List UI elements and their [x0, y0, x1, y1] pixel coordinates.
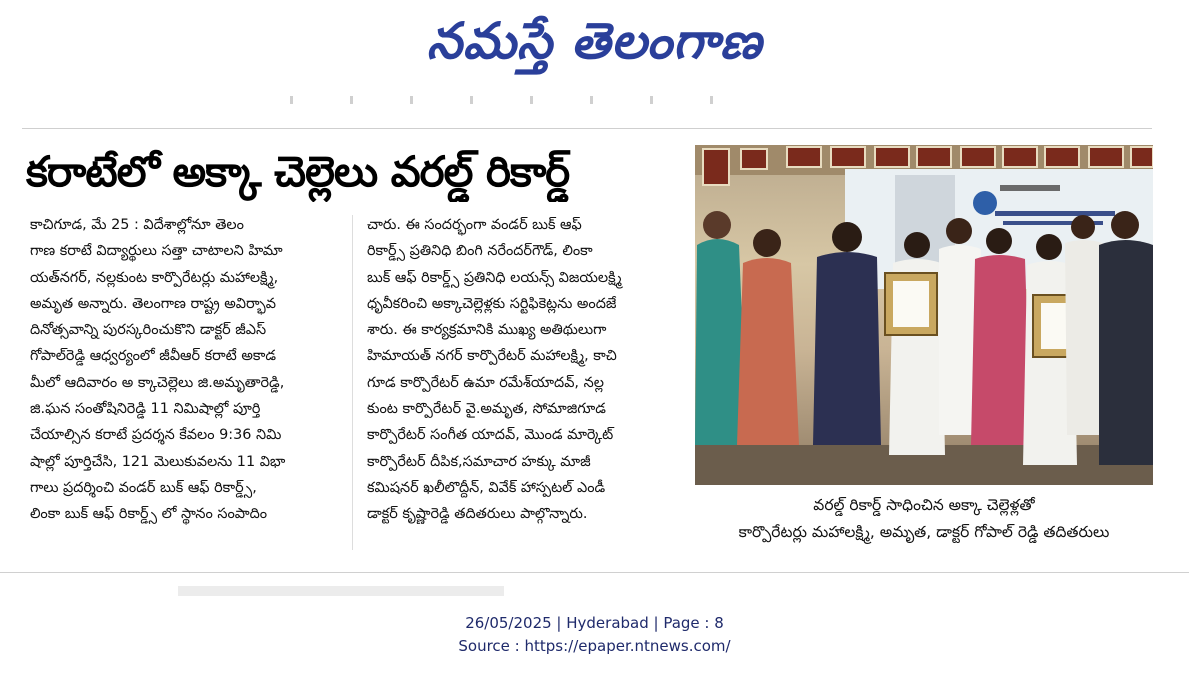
edition-info: 26/05/2025 | Hyderabad | Page : 8 [465, 614, 724, 632]
caption-line-2: కార్పొరేటర్లు మహాలక్ష్మి, అమృత, డాక్టర్ గోపాల్ రెడ్డి తదితరులు [738, 523, 1110, 541]
article-line: దినోత్సవాన్ని పురస్కరించుకొని డాక్టర్ జీఎస్ [30, 322, 267, 339]
article-line: శారు. ఈ కార్యక్రమానికి ముఖ్య అతిథులుగా [367, 322, 607, 339]
article-line: లింకా బుక్ ఆఫ్ రికార్డ్స్ లో స్థానం సంపాదిం [30, 506, 268, 523]
article-line: కార్పొరేటర్ దీపిక,సమాచార హక్కు మాజీ [367, 453, 591, 470]
article-line: గూడ కార్పొరేటర్ ఉమా రమేశ్‌యాదవ్, నల్ల [367, 374, 604, 391]
article-line: ధృవీకరించి అక్కాచెల్లెళ్లకు సర్టిఫికెట్లను అందజే [367, 295, 617, 312]
article-line: గాణ కరాటే విద్యార్థులు సత్తా చాటాలని హిమా [30, 243, 283, 260]
article-headline: కరాటేలో అక్కా చెల్లెలు వరల్డ్ రికార్డ్ [26, 147, 570, 196]
column-divider [352, 215, 353, 550]
article-line: మీలో ఆదివారం అ క్కాచెల్లెలు జి.అమృతారెడ్డి, [30, 374, 285, 391]
article-line: షాల్లో పూర్తిచేసి, 121 మెలుకువలను 11 విభా [30, 453, 286, 470]
cut-text-strip [290, 96, 760, 104]
newspaper-title: నమస్తే తెలంగాణ [426, 11, 763, 70]
article-line: కార్పొరేటర్ సంగీత యాదవ్, మొండ మార్కెట్ [367, 427, 614, 444]
article-line: కుంట కార్పొరేటర్ వై.అమృత, సోమాజిగూడ [367, 401, 606, 418]
article-line: అమృత అన్నారు. తెలంగాణ రాష్ట్ర అవిర్భావ [30, 295, 276, 312]
article-line: చారు. ఈ సందర్భంగా వండర్ బుక్ ఆఫ్ [367, 217, 582, 233]
photo-caption [695, 492, 1153, 546]
article-line: రికార్డ్స్ ప్రతినిధి బింగి నరేందర్‌గౌడ్, లింకా [367, 243, 593, 260]
article-line: బుక్ ఆఫ్ రికార్డ్స్ ప్రతినిధి లయన్స్ విజయలక్ష్మి [367, 269, 622, 286]
article-column-2 [367, 212, 689, 557]
cut-text-strip-bottom [178, 586, 504, 596]
article-line: హిమాయత్ నగర్ కార్పొరేటర్ మహాలక్ష్మి, కాచి [367, 348, 617, 365]
article-column-1 [30, 212, 352, 557]
article-line: గోపాల్‌రెడ్డి ఆధ్వర్యంలో జీవీఆర్ కరాటే అకాడ [30, 348, 276, 365]
article-line: చేయాల్సిన కరాటే ప్రదర్శన కేవలం 9:36 నిమి [30, 427, 282, 444]
article-line: జి.ఘన సంతోషినిరెడ్డి 11 నిమిషాల్లో పూర్తి [30, 401, 261, 418]
caption-line-1: వరల్డ్ రికార్డ్ సాధించిన అక్కా చెల్లెళ్లతో [813, 496, 1035, 514]
article-line: యత్‌నగర్, నల్లకుంట కార్పొరేటర్లు మహాలక్ష్మి, [30, 269, 279, 286]
bottom-divider [0, 572, 1189, 573]
top-divider [22, 128, 1152, 129]
article-line: కాచిగూడ, మే 25 : విదేశాల్లోనూ తెలం [30, 217, 244, 233]
source-link[interactable]: Source : https://epaper.ntnews.com/ [458, 637, 731, 655]
page-footer [0, 612, 1189, 658]
article-line: డాక్టర్ కృష్ణారెడ్డి తదితరులు పాల్గొన్నారు. [367, 506, 588, 523]
article-line: గాలు ప్రదర్శించి వండర్ బుక్ ఆఫ్ రికార్డ్స్, [30, 479, 257, 496]
event-photo [695, 145, 1153, 485]
article-line: కమిషనర్ ఖలీలొద్దీన్, వివేక్ హాస్పటల్ ఎండీ [367, 479, 606, 496]
masthead [0, 6, 1189, 76]
